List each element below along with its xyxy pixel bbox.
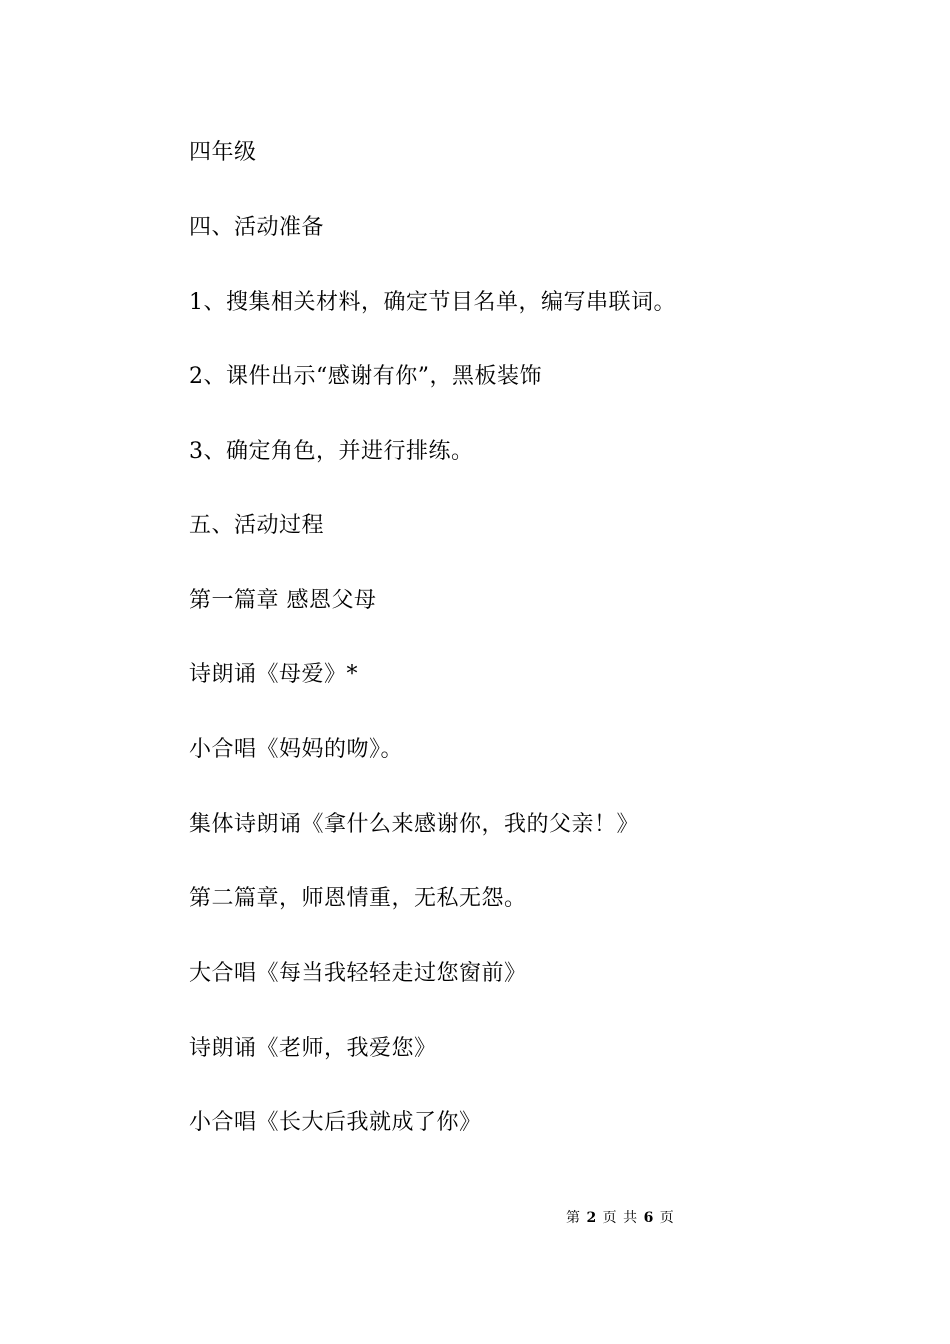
text-line-prep-1: 1、搜集相关材料，确定节目名单，编写串联词。 — [189, 290, 676, 315]
total-page-number: 6 — [643, 1210, 655, 1226]
text-line-chapter-1: 第一篇章 感恩父母 — [189, 588, 377, 613]
text-line-chorus-window: 大合唱《每当我轻轻走过您窗前》 — [189, 961, 527, 986]
footer-suffix: 页 — [659, 1210, 675, 1226]
heading-activity-preparation: 四、活动准备 — [189, 215, 325, 240]
text-line-prep-2: 2、课件出示“感谢有你”，黑板装饰 — [189, 364, 542, 389]
text-line-prep-3: 3、确定角色，并进行排练。 — [189, 439, 474, 464]
text-line-poem-teacher: 诗朗诵《老师，我爱您》 — [189, 1036, 437, 1061]
page-number-footer — [566, 1209, 675, 1227]
footer-prefix: 第 — [566, 1210, 581, 1226]
current-page-number: 2 — [586, 1210, 598, 1226]
text-line-poem-mother-love: 诗朗诵《母爱》* — [189, 662, 359, 687]
text-line-grade: 四年级 — [189, 140, 257, 165]
text-line-chorus-grown-up: 小合唱《长大后我就成了你》 — [189, 1110, 482, 1135]
footer-middle: 页 共 — [602, 1210, 639, 1226]
text-line-chapter-2: 第二篇章，师恩情重，无私无怨。 — [189, 886, 527, 911]
text-line-chorus-mother-kiss: 小合唱《妈妈的吻》。 — [189, 737, 404, 762]
heading-activity-process: 五、活动过程 — [189, 513, 325, 538]
text-line-group-poem-father: 集体诗朗诵《拿什么来感谢你，我的父亲！》 — [189, 812, 640, 837]
